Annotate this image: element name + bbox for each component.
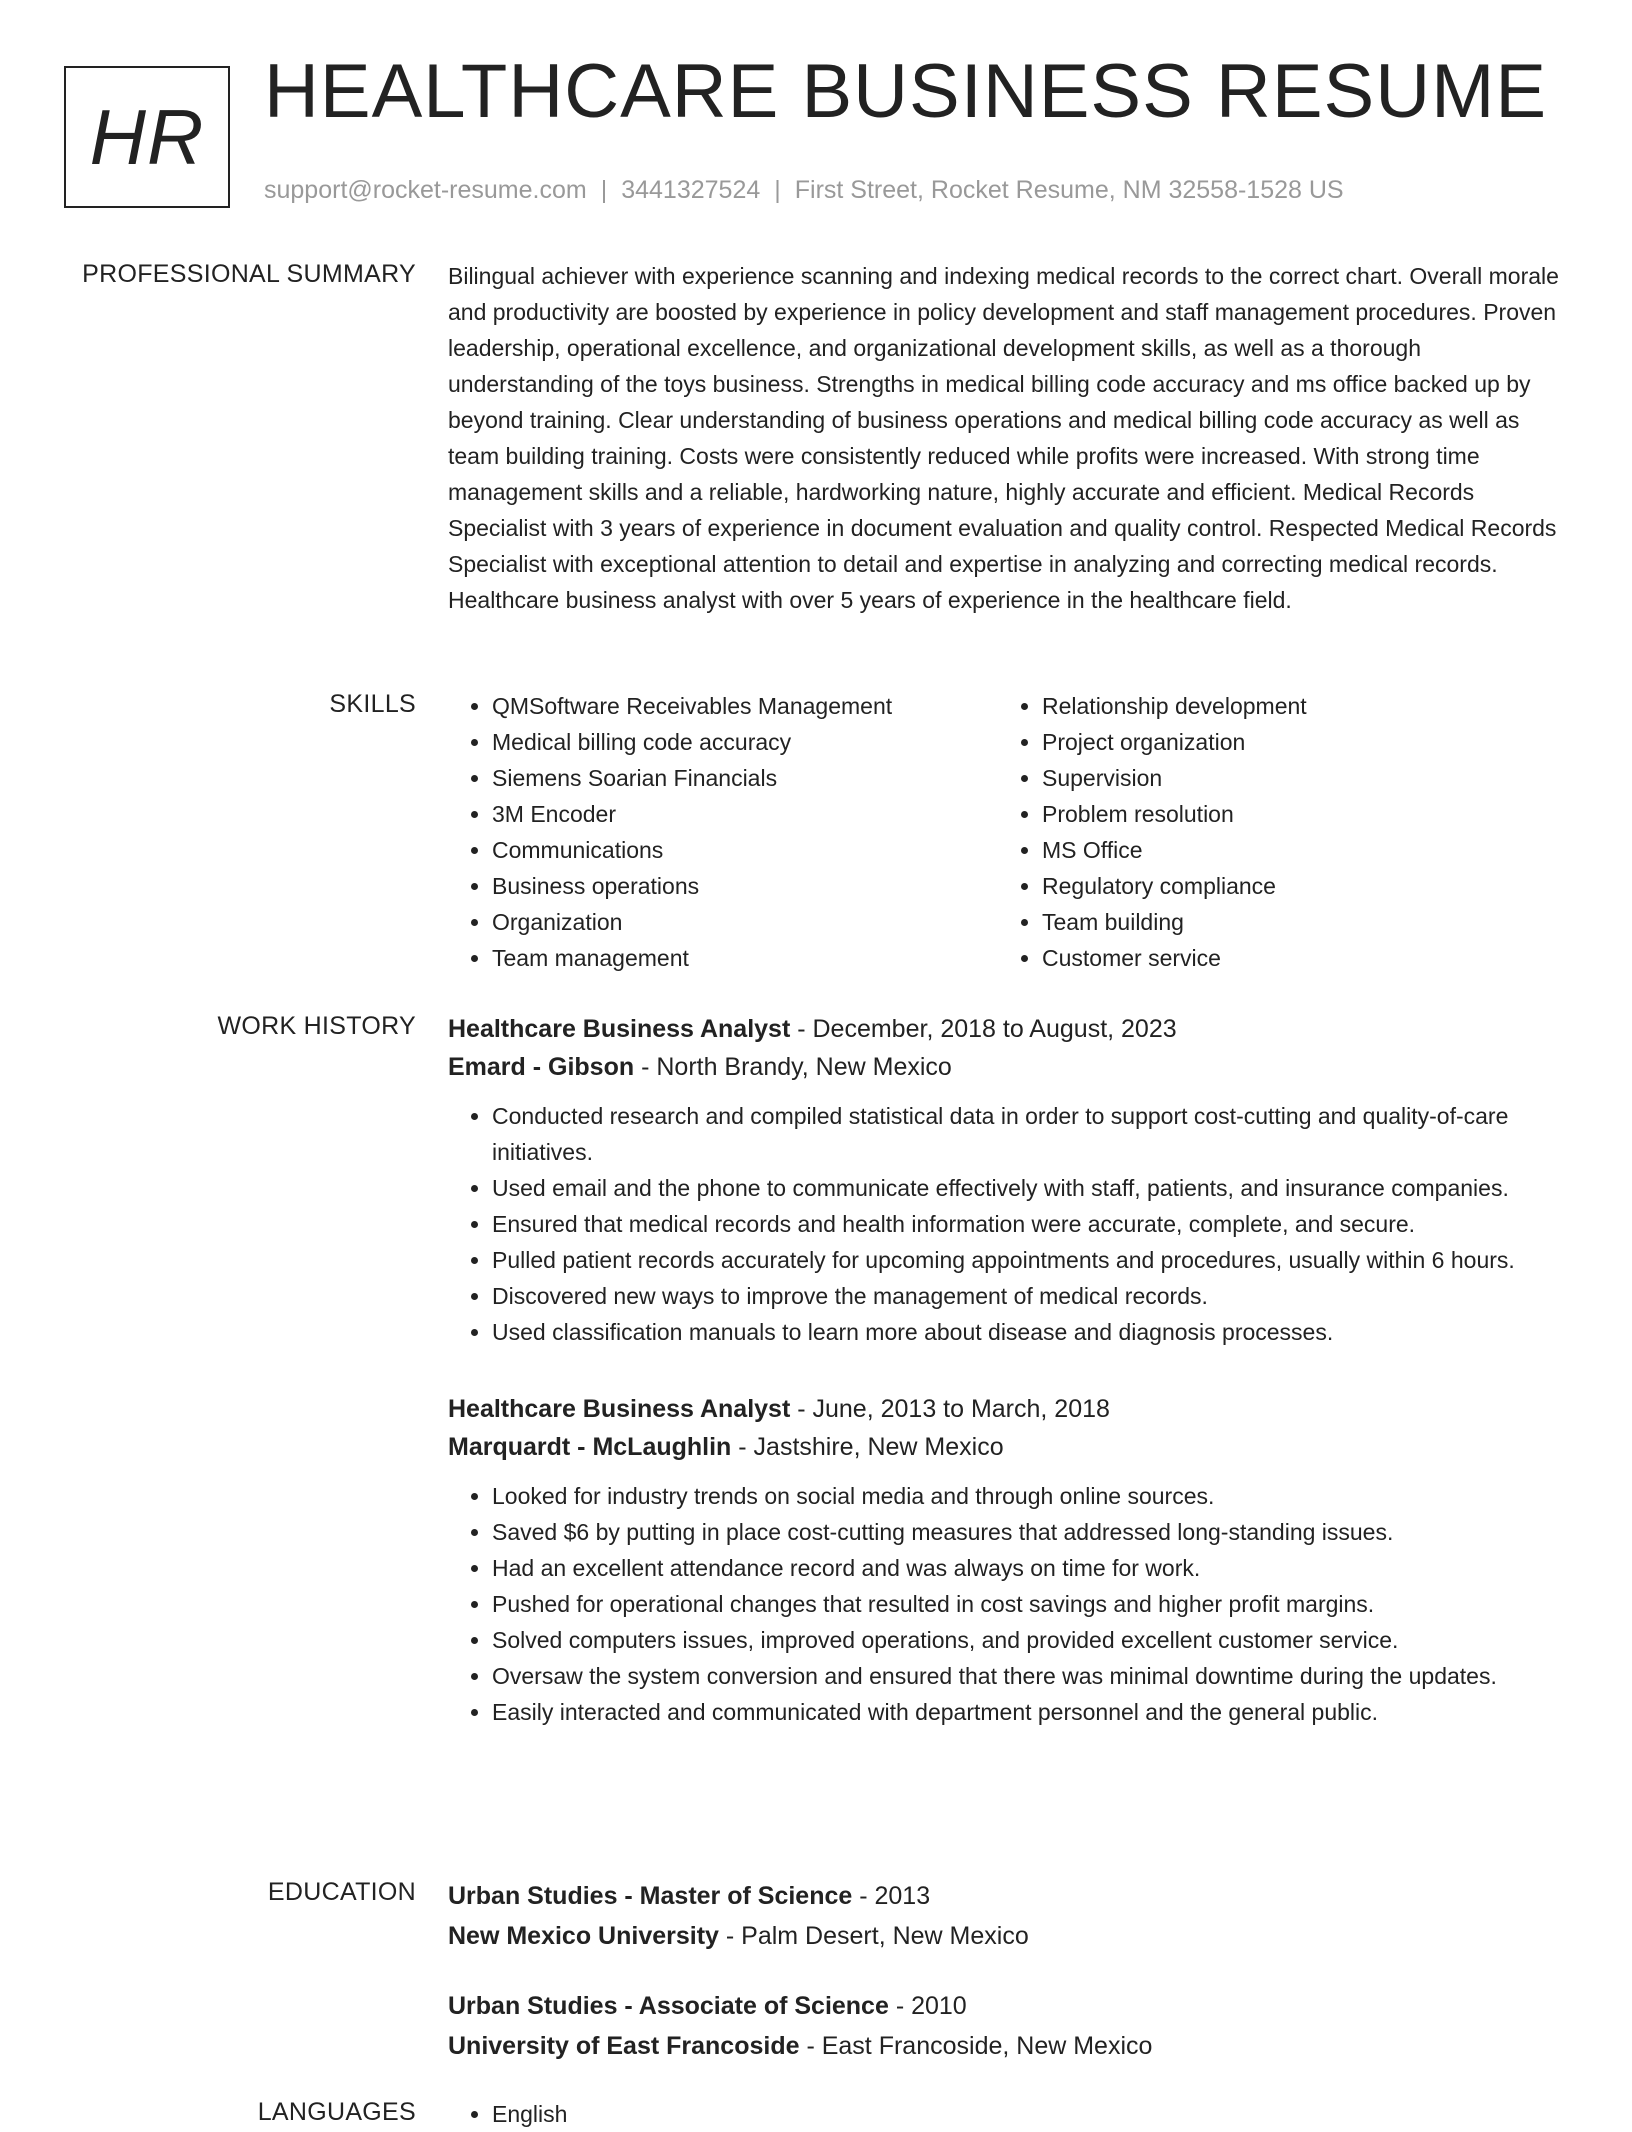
education-entry [448,1986,1566,2066]
job-dates: - June, 2013 to March, 2018 [790,1395,1110,1423]
list-item: • Ensured that medical records and health information were accurate, complete, and secure. [492,1206,1566,1242]
languages-list [448,2096,1566,2132]
list-item: • Used email and the phone to communicate effectively with staff, patients, and insurance companies. [492,1170,1566,1206]
education-entry [448,1876,1566,1956]
skills-body [448,688,1566,976]
job-company-line [448,1048,1566,1086]
education-school: University of East Francoside [448,2032,800,2060]
list-item: • Discovered new ways to improve the management of medical records. [492,1278,1566,1314]
education-school-line [448,2026,1566,2066]
job-company: Emard - Gibson [448,1053,635,1081]
list-item: • Regulatory compliance [1042,868,1548,904]
skills-list-right [998,688,1548,976]
education-degree-line [448,1876,1566,1916]
contact-phone[interactable]: 3441327524 [621,176,761,204]
education-year: - 2010 [888,1992,967,2020]
work-history-heading: WORK HISTORY [217,1012,416,1040]
list-item: • Easily interacted and communicated with department personnel and the general public. [492,1694,1566,1730]
job-title: Healthcare Business Analyst [448,1395,791,1423]
list-item: • Project organization [1042,724,1548,760]
list-item: • QMSoftware Receivables Management [492,688,998,724]
languages-body [448,2096,1566,2132]
list-item: • Conducted research and compiled statistical data in order to support cost-cutting and quality-of-care initiatives. [492,1098,1566,1170]
job-dates: - December, 2018 to August, 2023 [790,1015,1177,1043]
skills-list-left [448,688,998,976]
contact-separator: | [600,176,608,204]
list-item: • MS Office [1042,832,1548,868]
contact-line [264,176,1344,205]
education-location: - East Francoside, New Mexico [799,2032,1153,2060]
job-title: Healthcare Business Analyst [448,1015,791,1043]
list-item: • 3M Encoder [492,796,998,832]
contact-address: First Street, Rocket Resume, NM 32558-1528 US [794,176,1344,204]
list-item: • English [492,2096,1566,2132]
contact-email[interactable]: support@rocket-resume.com [264,176,587,204]
list-item: • Medical billing code accuracy [492,724,998,760]
list-item: • Supervision [1042,760,1548,796]
job-company-line [448,1428,1566,1466]
job-title-line [448,1010,1566,1048]
list-item: • Communications [492,832,998,868]
skills-heading: SKILLS [329,690,416,718]
list-item: • Business operations [492,868,998,904]
education-body [448,1876,1566,2096]
list-item: • Team building [1042,904,1548,940]
resume-title: HEALTHCARE BUSINESS RESUME [264,49,1548,134]
job-title-line [448,1390,1566,1428]
job-company: Marquardt - McLaughlin [448,1433,732,1461]
list-item: • Problem resolution [1042,796,1548,832]
list-item: • Relationship development [1042,688,1548,724]
list-item: • Oversaw the system conversion and ensured that there was minimal downtime during the updates. [492,1658,1566,1694]
list-item: • Pushed for operational changes that resulted in cost savings and higher profit margins. [492,1586,1566,1622]
languages-heading: LANGUAGES [257,2098,416,2126]
education-degree: Urban Studies - Master of Science [448,1882,853,1910]
list-item: • Siemens Soarian Financials [492,760,998,796]
list-item: • Solved computers issues, improved operations, and provided excellent customer service. [492,1622,1566,1658]
list-item: • Customer service [1042,940,1548,976]
list-item: • Had an excellent attendance record and was always on time for work. [492,1550,1566,1586]
contact-separator: | [774,176,781,204]
education-location: - Palm Desert, New Mexico [718,1922,1029,1950]
job-location: - North Brandy, New Mexico [634,1053,952,1081]
summary-text: Bilingual achiever with experience scanning and indexing medical records to the correct chart. Overall morale and productivity are boosted by experience in policy development and staff management procedures. Proven leadership, operational excellence, and organizational development skills, as well as a thorough understanding of the toys business. Strengths in medical billing code accuracy and ms office backed up by beyond training. Clear understanding of business operations and medical billing code accuracy as well as team building training. Costs were consistently reduced while profits were increased. With strong time management skills and a reliable, hardworking nature, highly accurate and efficient. Medical Records Specialist with 3 years of experience in document evaluation and quality control. Respected Medical Records Specialist with exceptional attention to detail and expertise in analyzing and correcting medical records. Healthcare business analyst with over 5 years of experience in the healthcare field. [448,263,1559,613]
job-bullets [448,1478,1566,1730]
list-item: • Looked for industry trends on social media and through online sources. [492,1478,1566,1514]
education-degree: Urban Studies - Associate of Science [448,1992,889,2020]
list-item: • Team management [492,940,998,976]
monogram-logo: HR [64,66,230,208]
education-degree-line [448,1986,1566,2026]
education-year: - 2013 [852,1882,931,1910]
job-entry [448,1390,1566,1730]
education-school-line [448,1916,1566,1956]
list-item: • Pulled patient records accurately for upcoming appointments and procedures, usually within 6 hours. [492,1242,1566,1278]
list-item: • Used classification manuals to learn more about disease and diagnosis processes. [492,1314,1566,1350]
list-item: • Organization [492,904,998,940]
job-bullets [448,1098,1566,1350]
summary-heading: PROFESSIONAL SUMMARY [82,260,416,288]
job-location: - Jastshire, New Mexico [731,1433,1004,1461]
job-entry [448,1010,1566,1350]
education-heading: EDUCATION [267,1878,416,1906]
list-item: • Saved $6 by putting in place cost-cutting measures that addressed long-standing issues. [492,1514,1566,1550]
education-school: New Mexico University [448,1922,719,1950]
work-history-body [448,1010,1566,1770]
